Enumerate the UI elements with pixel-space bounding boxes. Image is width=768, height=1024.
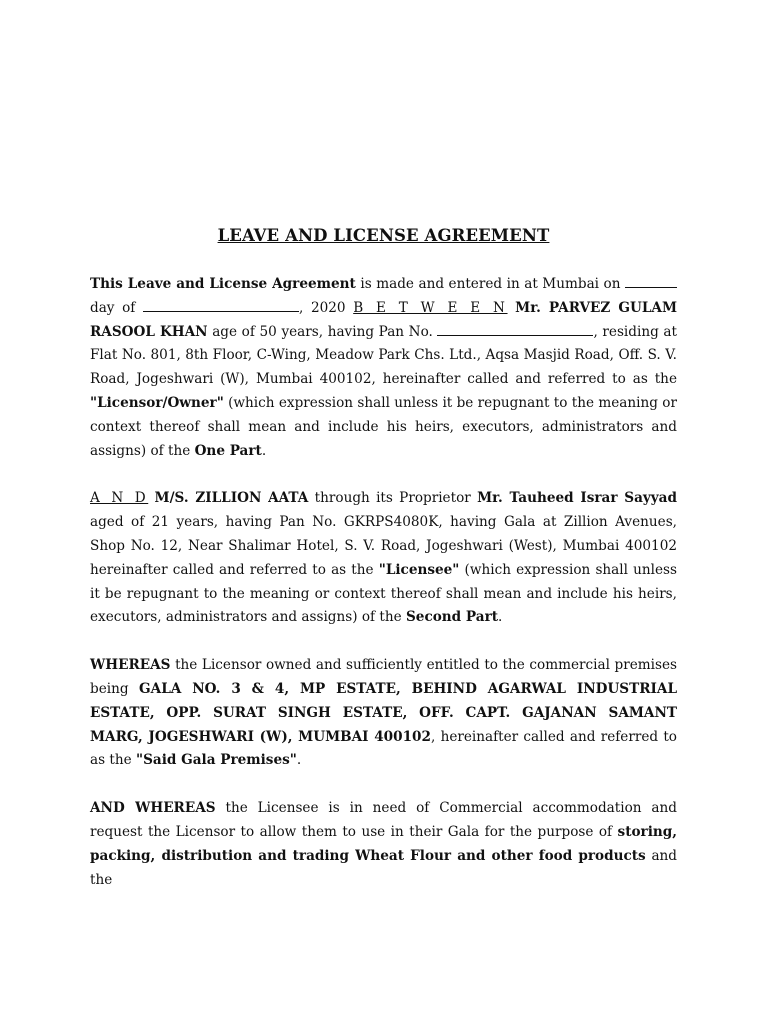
text: through its Proprietor (308, 490, 478, 507)
paragraph-parties-licensor (90, 273, 677, 463)
text: day of (90, 299, 143, 316)
second-part: Second Part (405, 609, 499, 626)
whereas-word: WHEREAS (90, 657, 171, 674)
said-premises: "Said Gala Premises" (136, 752, 297, 769)
text: aged of 21 years, having Pan No. GKRPS4080K, having Gala at Zillion Avenues, Shop No. 12, Near Shalimar Hotel, S. V. Road, Jogeshwari (West), Mumbai 400102 hereinafter called and referred to as the (90, 514, 677, 578)
text: (which expression shall unless it be repugnant to the meaning or context thereof shall mean and include his heirs, executors, administrators and assigns) of the (90, 561, 677, 626)
purpose: storing, packing, distribution and trading Wheat Flour and other food products (90, 823, 677, 864)
licensee-firm: M/S. ZILLION AATA (154, 490, 309, 507)
text: , hereinafter called and referred to as the (90, 728, 677, 769)
licensee-role: "Licensee" (378, 561, 460, 578)
text: is made and entered in at Mumbai on (355, 276, 626, 292)
text: (which expression shall unless it be repugnant to the meaning or context thereof shall mean and include his heirs, executors, administrators and assigns) of the (90, 394, 677, 459)
text: , residing at Flat No. 801, 8th Floor, C-Wing, Meadow Park Chs. Ltd., Aqsa Masjid Road, Off. S. V. Road, Jogeshwari (W), Mumbai 400102, hereinafter called and referred to as the (90, 323, 677, 388)
paragraph-parties-licensee (90, 487, 677, 630)
document-page (90, 226, 677, 916)
text: age of 50 years, having Pan No. (207, 323, 438, 340)
one-part: One Part (194, 442, 262, 459)
text: . (296, 752, 302, 769)
text: the Licensor owned and sufficiently entitled to the commercial premises being (90, 657, 677, 697)
agreement-intro: This Leave and License Agreement (90, 276, 356, 292)
text: . (498, 609, 503, 626)
premises-address: GALA NO. 3 & 4, MP ESTATE, BEHIND AGARWAL INDUSTRIAL ESTATE, OPP. SURAT SINGH ESTATE, OFF. CAPT. GAJANAN SAMANT MARG, JOGESHWARI (W), MUMBAI 400102 (90, 680, 677, 745)
proprietor-name: Mr. Tauheed Israr Sayyad (477, 490, 677, 507)
text: the Licensee is in need of Commercial accommodation and request the Licensor to allow them to use in their Gala for the purpose of (90, 800, 677, 840)
text: and the (90, 847, 677, 888)
between-word: B E T W E E N (353, 299, 508, 316)
licensor-role: "Licensor/Owner" (90, 394, 224, 411)
licensor-name: Mr. PARVEZ GULAM RASOOL KHAN (90, 299, 678, 340)
text: . (261, 442, 267, 459)
paragraph-whereas-premises (90, 654, 677, 773)
and-word: A N D (90, 490, 149, 507)
pan-blank (437, 323, 593, 336)
date-day-blank (625, 275, 677, 288)
paragraph-whereas-purpose (90, 797, 677, 892)
date-month-blank (143, 299, 299, 312)
text: , 2020 (298, 299, 354, 316)
document-title: LEAVE AND LICENSE AGREEMENT (217, 226, 550, 245)
and-whereas-word: AND WHEREAS (90, 800, 216, 817)
